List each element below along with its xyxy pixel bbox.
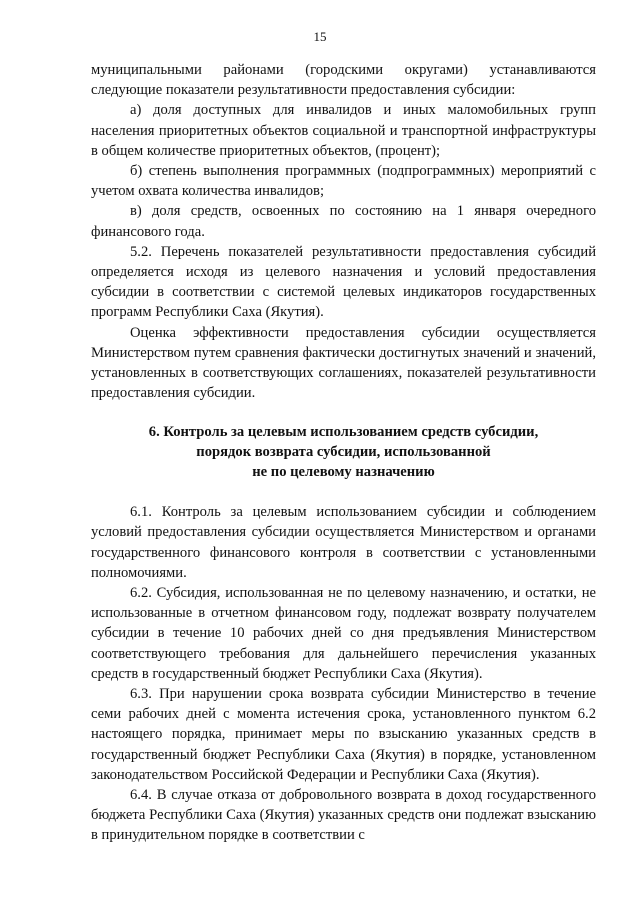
paragraph-6-2: 6.2. Субсидия, использованная не по целевому назначению, и остатки, не использованные в отчетном финансовом году, подлежат возврату получателем субсидии в течение 10 рабочих дней со дня предъявления Министерством соответствующего требования для дальнейшего перечисления указанных средств в государственный бюджет Республики Саха (Якутия).: [91, 585, 596, 682]
paragraph-continuation: муниципальными районами (городскими округами) устанавливаются следующие показатели результативности предоставления субсидии:: [91, 62, 596, 99]
document-body: [91, 60, 596, 846]
page-number: 15: [313, 29, 327, 44]
section-6-heading: [91, 423, 596, 482]
paragraph-5-2: 5.2. Перечень показателей результативности предоставления субсидий определяется исходя из целевого назначения и условий предоставления субсидии в соответствии с системой целевых индикаторов государственных программ Республики Саха (Якутия).: [91, 243, 596, 321]
paragraph-6-3: 6.3. При нарушении срока возврата субсидии Министерство в течение семи рабочих дней с момента истечения срока, установленного пунктом 6.2 настоящего порядка, принимает меры по взысканию указанных средств в государственный бюджет Республики Саха (Якутия) в порядке, установленном законодательством Российской Федерации и Республики Саха (Якутия).: [91, 686, 596, 783]
section-heading-line-3: не по целевому назначению: [252, 463, 435, 480]
list-item-b: б) степень выполнения программных (подпрограммных) мероприятий с учетом охвата количества инвалидов;: [91, 163, 596, 200]
paragraph-6-1: 6.1. Контроль за целевым использованием субсидии и соблюдением условий предоставления субсидии осуществляется Министерством и органами государственного финансового контроля в соответствии с установленными полномочиями.: [91, 504, 596, 581]
section-heading-line-1: 6. Контроль за целевым использованием средств субсидии,: [148, 424, 539, 441]
paragraph-6-4: 6.4. В случае отказа от добровольного возврата в доход государственного бюджета Республики Саха (Якутия) указанных средств они подлежат взысканию в принудительном порядке в соответствии с: [91, 787, 596, 844]
section-heading-line-2: порядок возврата субсидии, использованной: [196, 444, 491, 461]
list-item-a: а) доля доступных для инвалидов и иных маломобильных групп населения приоритетных объектов социальной и транспортной инфраструктуры в общем количестве приоритетных объектов, (процент);: [91, 102, 596, 159]
list-item-c: в) доля средств, освоенных по состоянию на 1 января очередного финансового года.: [91, 203, 596, 240]
paragraph-evaluation: Оценка эффективности предоставления субсидии осуществляется Министерством путем сравнения фактически достигнутых значений и значений, установленных в соответствующих соглашениях, показателей результативности предоставления субсидии.: [91, 324, 596, 402]
